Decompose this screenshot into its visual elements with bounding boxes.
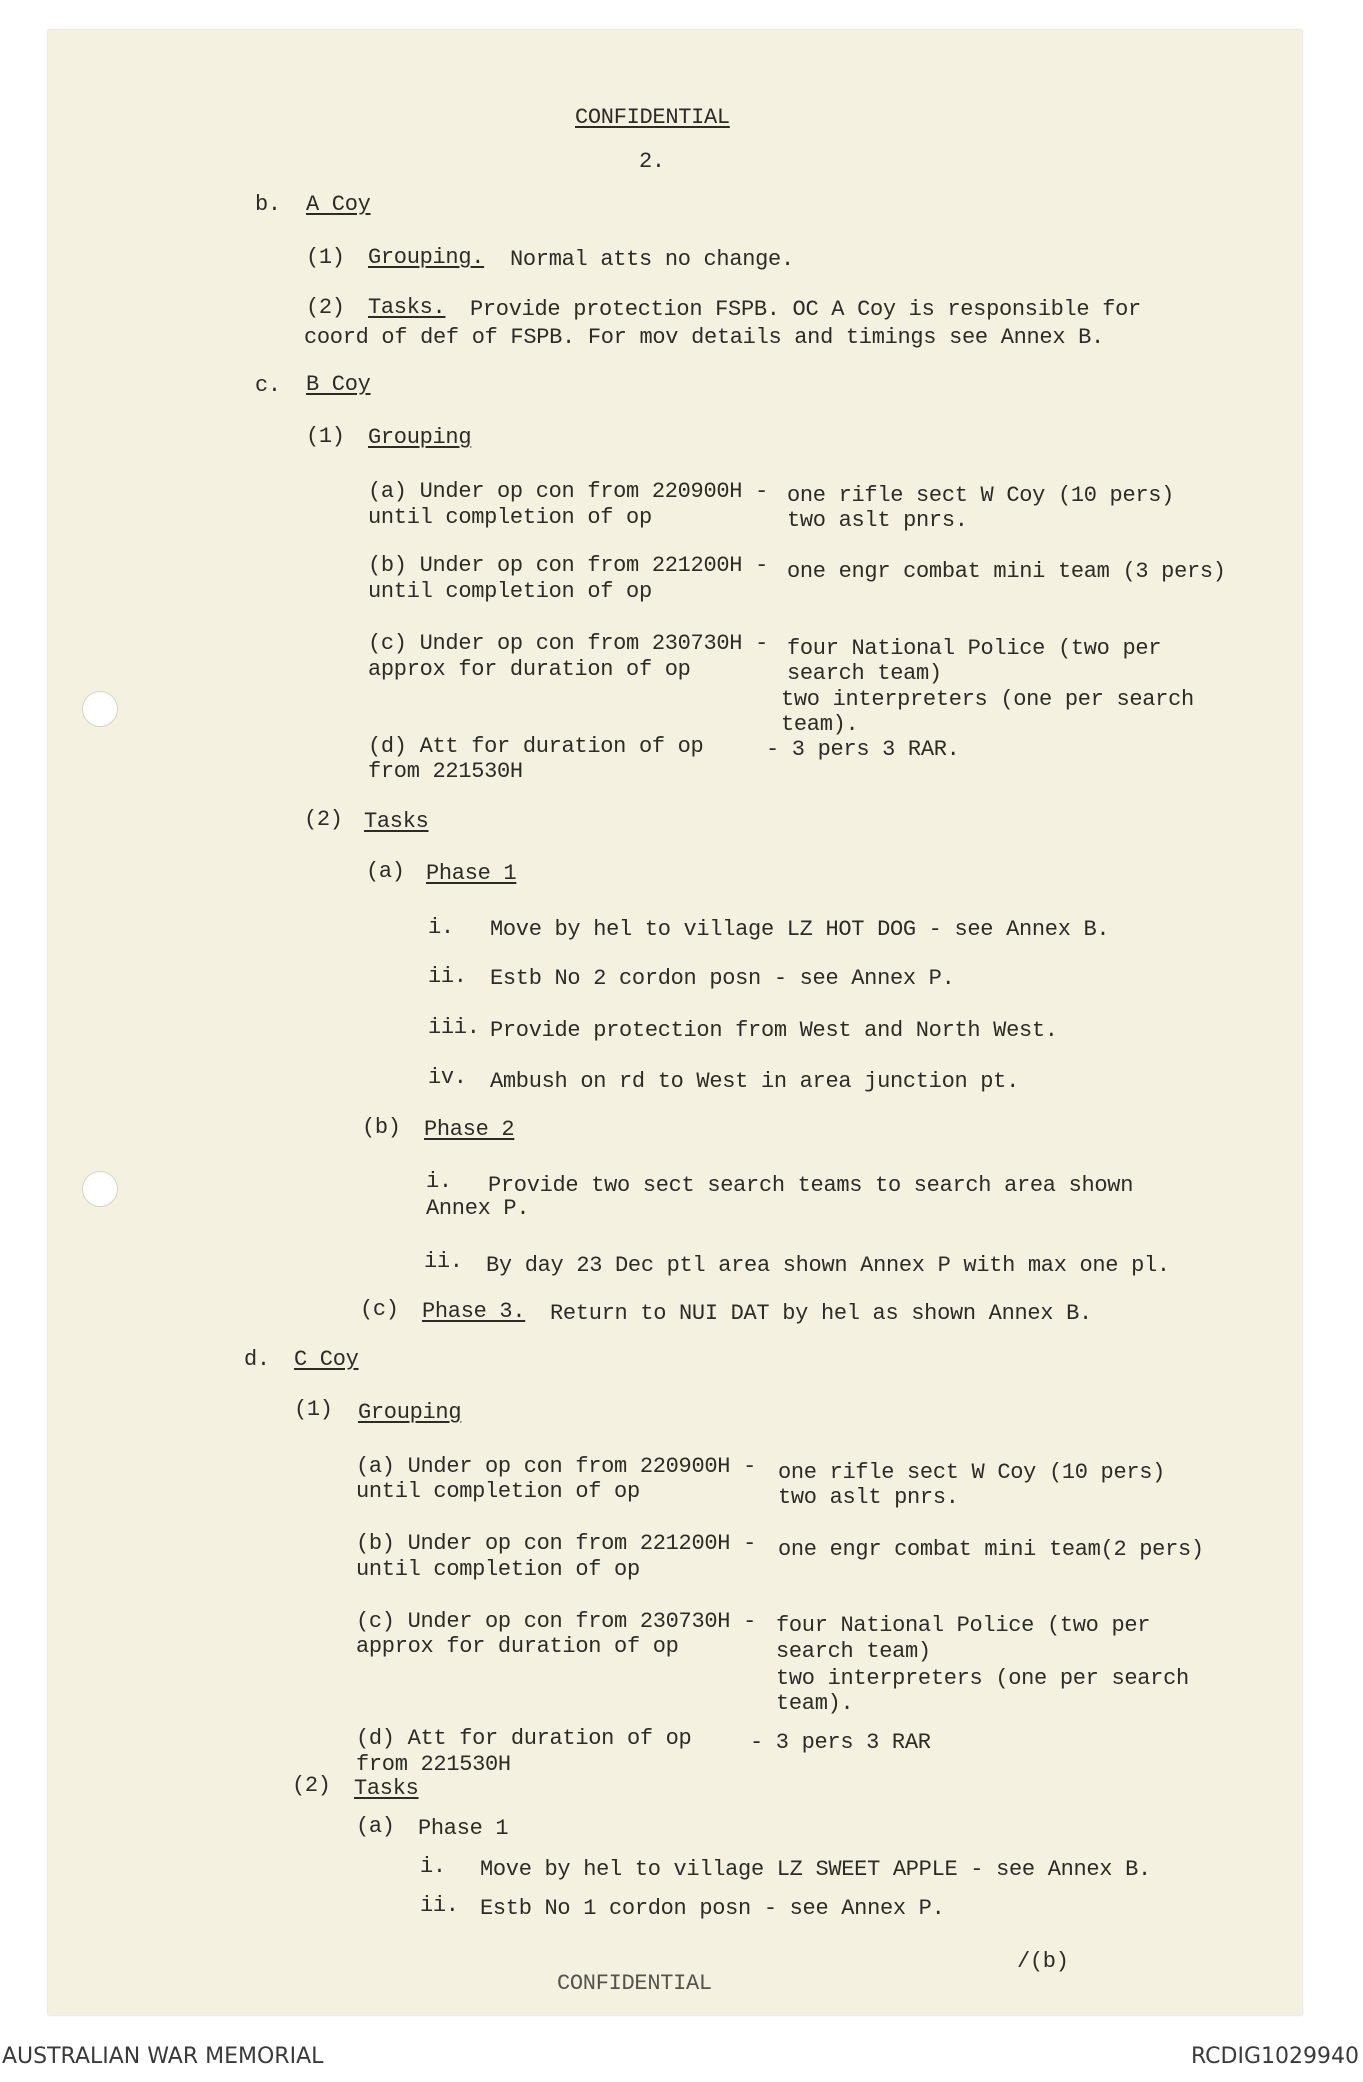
- b-p1-i-num: i.: [428, 915, 454, 940]
- b-group-d-left-1: (d) Att for duration of op: [368, 734, 704, 759]
- c-group-c-right-1: four National Police (two per: [776, 1613, 1151, 1638]
- b-group-a-right-2: two aslt pnrs.: [787, 508, 968, 533]
- b-phase3-text: Return to NUI DAT by hel as shown Annex B.: [550, 1301, 1092, 1326]
- c-p1-ii-text: Estb No 1 cordon posn - see Annex P.: [480, 1896, 945, 1921]
- c-p1-i-text: Move by hel to village LZ SWEET APPLE - see Annex B.: [480, 1857, 1151, 1882]
- b-coy-grouping-num: (1): [306, 424, 345, 449]
- b-group-b-left-1: (b) Under op con from 221200H -: [368, 553, 768, 578]
- b-p1-ii-num: ii.: [428, 964, 467, 989]
- archive-source-label: AUSTRALIAN WAR MEMORIAL: [2, 2044, 324, 2069]
- a-coy-tasks-num: (2): [306, 295, 345, 320]
- b-p2-ii-text: By day 23 Dec ptl area shown Annex P with max one pl.: [486, 1253, 1170, 1278]
- header-classification: CONFIDENTIAL: [575, 105, 730, 130]
- c-coy-grouping-title: Grouping: [358, 1400, 462, 1425]
- b-group-d-left-2: from 221530H: [368, 759, 523, 784]
- c-coy-heading: C Coy: [294, 1347, 359, 1372]
- b-p1-iv-num: iv.: [428, 1065, 467, 1090]
- a-coy-grouping-text: Normal atts no change.: [510, 247, 794, 272]
- c-group-b-left-2: until completion of op: [356, 1557, 640, 1582]
- c-group-d-left-1: (d) Att for duration of op: [356, 1726, 692, 1751]
- c-group-a-left-2: until completion of op: [356, 1479, 640, 1504]
- b-p1-iv-text: Ambush on rd to West in area junction pt.: [490, 1069, 1019, 1094]
- a-coy-tasks-title: Tasks.: [368, 295, 446, 320]
- b-group-a-left-2: until completion of op: [368, 505, 652, 530]
- c-group-a-right-1: one rifle sect W Coy (10 pers): [778, 1460, 1166, 1485]
- c-group-c-right-2: search team): [776, 1639, 931, 1664]
- c-phase1-title: Phase 1: [418, 1816, 509, 1841]
- a-coy-label: b.: [255, 192, 281, 217]
- c-group-b-right-1: one engr combat mini team(2 pers): [778, 1537, 1204, 1562]
- b-group-c-left-1: (c) Under op con from 230730H -: [368, 631, 768, 656]
- punch-hole-bottom: [82, 1171, 118, 1207]
- a-coy-tasks-line1: Provide protection FSPB. OC A Coy is responsible for: [470, 297, 1141, 322]
- b-group-a-right-1: one rifle sect W Coy (10 pers): [787, 483, 1175, 508]
- b-p2-i-text-2: Annex P.: [426, 1196, 530, 1221]
- c-group-b-left-1: (b) Under op con from 221200H -: [356, 1531, 756, 1556]
- c-coy-grouping-num: (1): [294, 1397, 333, 1422]
- continuation-marker: /(b): [1017, 1949, 1069, 1974]
- c-group-c-left-1: (c) Under op con from 230730H -: [356, 1609, 756, 1634]
- c-group-c-right-4: team).: [776, 1691, 854, 1716]
- b-group-c-right-4: team).: [781, 712, 859, 737]
- c-p1-ii-num: ii.: [420, 1893, 459, 1918]
- b-group-a-left-1: (a) Under op con from 220900H -: [368, 479, 768, 504]
- c-p1-i-num: i.: [420, 1854, 446, 1879]
- archive-id-label: RCDIG1029940: [1190, 2044, 1359, 2069]
- c-group-a-right-2: two aslt pnrs.: [778, 1485, 959, 1510]
- a-coy-tasks-line2: coord of def of FSPB. For mov details and timings see Annex B.: [304, 325, 1104, 350]
- b-p2-i-text-1: Provide two sect search teams to search area shown: [488, 1173, 1134, 1198]
- b-phase2-title: Phase 2: [424, 1117, 515, 1142]
- b-group-c-right-2: search team): [787, 661, 942, 686]
- b-coy-heading: B Coy: [306, 372, 371, 397]
- b-p1-ii-text: Estb No 2 cordon posn - see Annex P.: [490, 966, 955, 991]
- b-p1-iii-text: Provide protection from West and North West.: [490, 1018, 1058, 1043]
- b-phase1-title: Phase 1: [426, 861, 517, 886]
- c-group-c-left-2: approx for duration of op: [356, 1634, 679, 1659]
- c-coy-tasks-title: Tasks: [354, 1776, 419, 1801]
- a-coy-heading: A Coy: [306, 192, 371, 217]
- b-coy-label: c.: [255, 373, 281, 398]
- b-coy-tasks-title: Tasks: [364, 809, 429, 834]
- c-coy-label: d.: [244, 1347, 270, 1372]
- b-phase3-title: Phase 3.: [422, 1299, 526, 1324]
- page-number: 2.: [639, 149, 665, 174]
- c-group-a-left-1: (a) Under op con from 220900H -: [356, 1454, 756, 1479]
- footer-classification: CONFIDENTIAL: [557, 1971, 712, 1996]
- b-p1-iii-num: iii.: [428, 1015, 480, 1040]
- punch-hole-top: [82, 691, 118, 727]
- b-coy-tasks-num: (2): [304, 807, 343, 832]
- c-group-d-left-2: from 221530H: [356, 1752, 511, 1777]
- b-p1-i-text: Move by hel to village LZ HOT DOG - see Annex B.: [490, 917, 1110, 942]
- b-group-c-right-3: two interpreters (one per search: [781, 687, 1194, 712]
- b-group-b-right-1: one engr combat mini team (3 pers): [787, 559, 1226, 584]
- b-phase1-num: (a): [366, 859, 405, 884]
- a-coy-grouping-title: Grouping.: [368, 245, 485, 270]
- b-group-c-left-2: approx for duration of op: [368, 657, 691, 682]
- a-coy-grouping-num: (1): [306, 245, 345, 270]
- b-p2-i-num: i.: [426, 1169, 452, 1194]
- b-group-d-right-1: - 3 pers 3 RAR.: [766, 737, 960, 762]
- c-phase1-num: (a): [356, 1814, 395, 1839]
- b-phase3-num: (c): [360, 1297, 399, 1322]
- b-group-b-left-2: until completion of op: [368, 579, 652, 604]
- c-group-d-right-1: - 3 pers 3 RAR: [750, 1730, 931, 1755]
- b-coy-grouping-title: Grouping: [368, 425, 472, 450]
- c-group-c-right-3: two interpreters (one per search: [776, 1666, 1189, 1691]
- b-phase2-num: (b): [362, 1115, 401, 1140]
- b-group-c-right-1: four National Police (two per: [787, 636, 1162, 661]
- c-coy-tasks-num: (2): [292, 1773, 331, 1798]
- b-p2-ii-num: ii.: [424, 1249, 463, 1274]
